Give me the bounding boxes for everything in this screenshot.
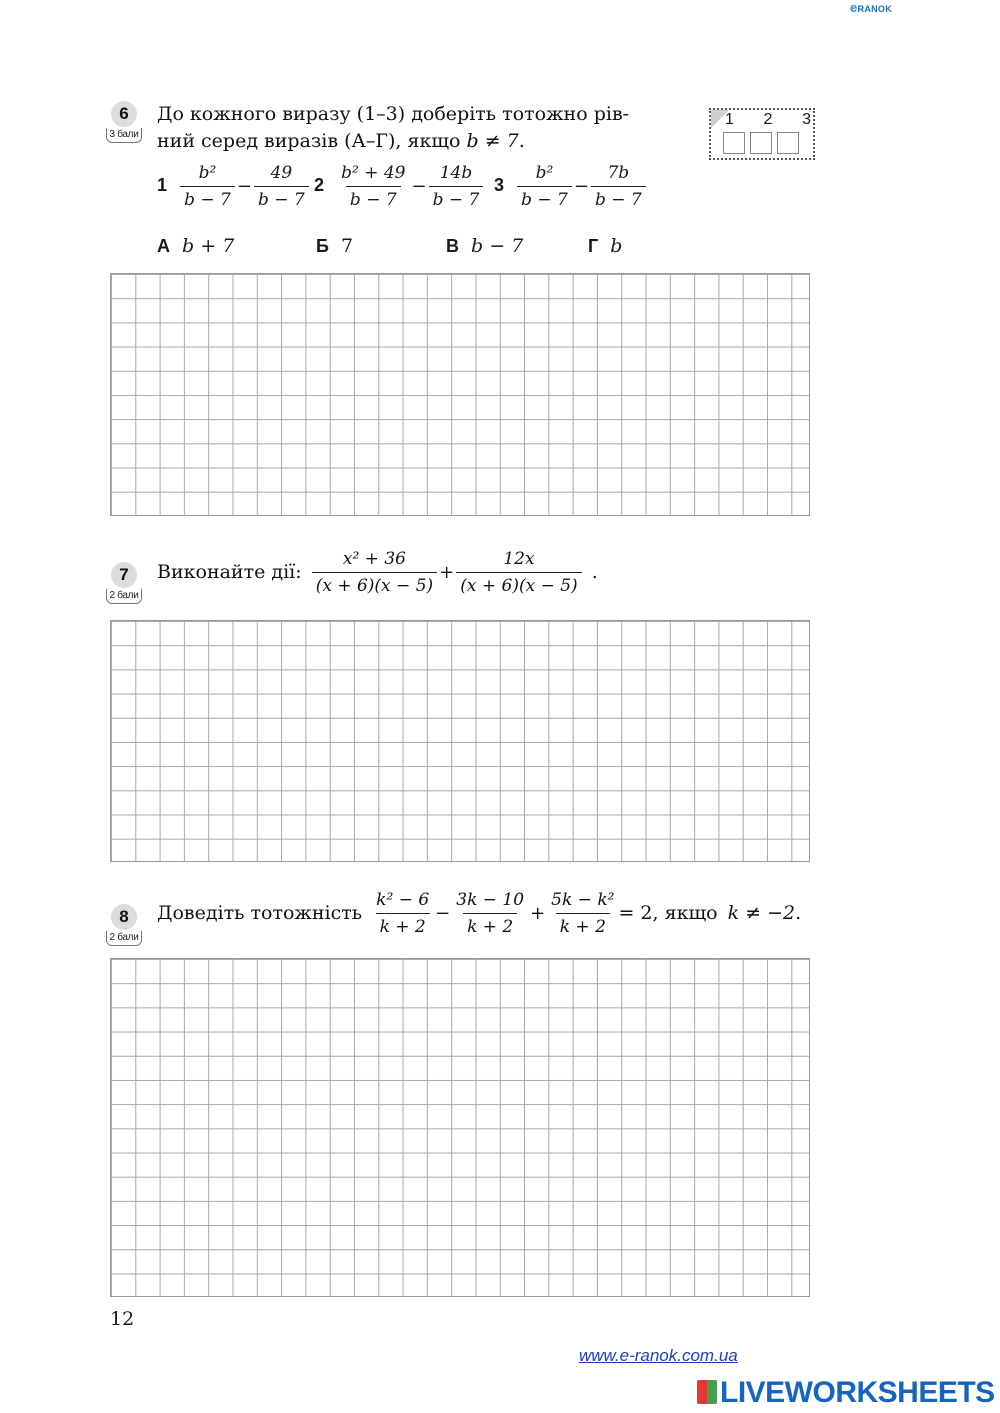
task-8-rhs: = 2 (618, 902, 653, 924)
item-2-fraction-2 (429, 162, 484, 211)
item-3-label: 3 (494, 175, 505, 195)
option-v-value: b − 7 (471, 235, 524, 257)
task-6-item-2 (314, 162, 483, 211)
task-8-f3-numerator: 5k − k² (551, 890, 615, 910)
liveworksheets-logo-icon (697, 1380, 717, 1404)
item-1-f2-denominator: b − 7 (254, 186, 309, 211)
task-7-f2-numerator: 12x (503, 549, 535, 569)
item-3-fraction-2 (591, 162, 646, 211)
liveworksheets-watermark (697, 1376, 995, 1410)
task-7-badge (106, 562, 142, 606)
task-6-points: 3 бали (106, 128, 142, 143)
task-6-text-line2-wrap (157, 128, 677, 155)
task-7-text: Виконайте дії: (157, 561, 302, 583)
option-a (157, 235, 234, 257)
option-a-value: b + 7 (182, 235, 235, 257)
task-8-work-grid[interactable] (110, 958, 810, 1297)
answer-cell-2[interactable] (750, 132, 772, 154)
option-g (588, 235, 622, 257)
task-6-item-3 (494, 162, 646, 211)
answer-cell-1[interactable] (723, 132, 745, 154)
publisher-logo-text: RANOK (857, 4, 893, 14)
task-6-text-line2: ний серед виразів (А–Г), якщо (157, 130, 461, 152)
task-7-f1-numerator: x² + 36 (342, 549, 406, 569)
task-7-points: 2 бали (106, 589, 142, 604)
task-7-question (157, 548, 598, 597)
publisher-logo (850, 0, 892, 15)
task-8-number: 8 (111, 904, 137, 930)
item-2-label: 2 (314, 175, 325, 195)
item-3-fraction-1 (517, 162, 572, 211)
item-3-f2-denominator: b − 7 (591, 186, 646, 211)
publisher-logo-prefix: e (850, 0, 858, 15)
item-3-operator: − (573, 176, 589, 197)
liveworksheets-text: LIVEWORKSHEETS (720, 1376, 995, 1409)
task-8-question (157, 889, 801, 938)
task-7-operator: + (439, 562, 455, 583)
task-8-f2-numerator: 3k − 10 (456, 890, 525, 910)
task-8-operator-2: + (530, 903, 546, 924)
task-7-f2-denominator: (x + 6)(x − 5) (456, 572, 581, 597)
item-2-f1-denominator: b − 7 (346, 186, 401, 211)
task-8-fraction-2 (452, 889, 528, 938)
task-8-f1-denominator: k + 2 (376, 913, 430, 938)
task-8-badge (106, 904, 142, 948)
item-1-f1-denominator: b − 7 (180, 186, 235, 211)
task-7-fraction-1 (312, 548, 437, 597)
item-1-fraction-2 (254, 162, 309, 211)
task-8-f2-denominator: k + 2 (463, 913, 517, 938)
task-8-operator-1: − (435, 903, 451, 924)
task-6-period: . (518, 130, 525, 152)
answer-box-labels (725, 111, 811, 129)
task-6-question (157, 101, 677, 155)
option-a-letter: А (157, 236, 170, 256)
task-8-points: 2 бали (106, 931, 142, 946)
option-v (446, 235, 523, 257)
task-6-answer-box (709, 108, 815, 160)
site-link[interactable]: www.e-ranok.com.ua (579, 1346, 738, 1365)
item-3-f1-numerator: b² (535, 163, 554, 183)
answer-label-3: 3 (802, 111, 811, 128)
answer-cells (723, 132, 799, 154)
item-2-f2-denominator: b − 7 (429, 186, 484, 211)
option-b-value: 7 (340, 235, 354, 257)
item-2-operator: − (411, 176, 427, 197)
task-6-work-grid[interactable] (110, 273, 810, 516)
task-6-condition: b ≠ 7 (466, 130, 519, 152)
answer-label-2: 2 (763, 111, 773, 128)
task-8-text: Доведіть тотожність (157, 902, 363, 924)
item-2-f1-numerator: b² + 49 (341, 163, 406, 183)
page-number: 12 (110, 1308, 135, 1330)
item-1-fraction-1 (180, 162, 235, 211)
task-8-fraction-3 (547, 889, 618, 938)
option-v-letter: В (446, 236, 459, 256)
option-g-letter: Г (588, 236, 599, 256)
task-7-f1-denominator: (x + 6)(x − 5) (312, 572, 437, 597)
task-8-f3-denominator: k + 2 (556, 913, 610, 938)
task-8-cond-text: , якщо (652, 902, 718, 924)
task-8-f1-numerator: k² − 6 (376, 890, 430, 910)
answer-label-1: 1 (725, 111, 734, 128)
option-b (316, 235, 353, 257)
task-7-period: . (591, 561, 598, 583)
answer-cell-3[interactable] (777, 132, 799, 154)
task-8-fraction-1 (372, 889, 433, 938)
item-1-f1-numerator: b² (198, 163, 217, 183)
task-6-item-1 (157, 162, 309, 211)
option-b-letter: Б (316, 236, 329, 256)
item-3-f1-denominator: b − 7 (517, 186, 572, 211)
task-8-period: . (795, 902, 802, 924)
item-2-f2-numerator: 14b (439, 163, 473, 183)
item-2-fraction-1 (337, 162, 409, 211)
item-1-f2-numerator: 49 (270, 163, 293, 183)
task-7-number: 7 (111, 562, 137, 588)
item-3-f2-numerator: 7b (607, 163, 630, 183)
item-1-operator: − (236, 176, 252, 197)
task-6-badge (106, 101, 142, 145)
task-7-fraction-2 (456, 548, 581, 597)
item-1-label: 1 (157, 175, 168, 195)
task-7-work-grid[interactable] (110, 620, 810, 862)
task-8-condition: k ≠ −2 (727, 902, 796, 924)
task-6-text-line1: До кожного виразу (1–3) доберіть тотожно рів- (157, 103, 630, 125)
task-6-number: 6 (111, 101, 137, 127)
option-g-value: b (610, 235, 623, 257)
